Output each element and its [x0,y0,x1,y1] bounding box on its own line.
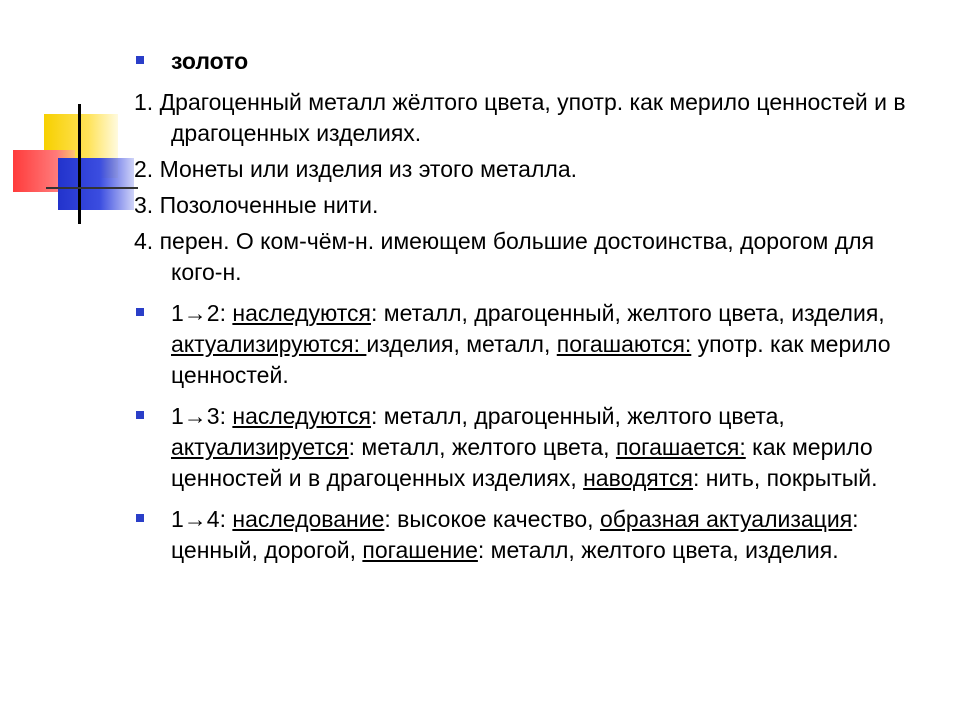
slide-title: золото [171,48,249,74]
bullet-text: : металл, желтого цвета, [348,434,616,460]
term-underlined: погашаются: [556,331,692,357]
bullet-text: 1→3: [171,403,233,429]
horizontal-line [46,187,138,189]
bullet-text: : металл, желтого цвета, изделия. [477,537,839,563]
definition-1: 1. Драгоценный металл жёлтого цвета, употр. как мерило ценностей и в драгоценных изделиях. [134,89,906,146]
term-underlined: наследуются [232,300,371,326]
bullet-text: изделия, металл, [366,331,557,357]
bullet-text: как мерило ценностей и в драгоценных изделиях, [171,434,873,491]
term-underlined: наводятся [583,465,693,491]
term-underlined: наследование [232,506,385,532]
bullet-text: 1→4: [171,506,233,532]
slide-title-item [134,46,924,77]
bullet-square-icon [136,411,144,419]
definition-4: 4. перен. О ком-чём-н. имеющем большие достоинства, дорогом для кого-н. [134,228,875,285]
bullet-1-to-4 [134,504,924,566]
bullet-square-icon [136,308,144,316]
bullet-text: : нить, покрытый. [692,465,878,491]
term-underlined: образная актуализация [599,506,853,532]
bullet-1-to-3 [134,401,924,494]
bullet-1-to-2 [134,298,924,391]
term-underlined: погашается: [615,434,746,460]
bullet-square-icon [136,514,144,522]
term-underlined: наследуются [232,403,371,429]
term-underlined: погашение [362,537,478,563]
bullet-text: : металл, драгоценный, желтого цвета, [370,403,785,429]
bullet-text: 1→2: [171,300,233,326]
slide-content [134,46,924,566]
bullet-text: употр. как мерило ценностей. [171,331,891,388]
decorative-squares [0,0,140,230]
blue-square [58,158,134,210]
definition-3: 3. Позолоченные нити. [134,192,379,218]
term-underlined: актуализируется [171,434,349,460]
bullet-square-icon [136,56,144,64]
vertical-line [78,104,81,224]
bullet-text: : ценный, дорогой, [171,506,859,563]
definition-2: 2. Монеты или изделия из этого металла. [134,156,577,182]
bullet-text: : металл, драгоценный, желтого цвета, изделия, [370,300,885,326]
bullet-text: : высокое качество, [384,506,600,532]
term-underlined: актуализируются: [171,331,367,357]
